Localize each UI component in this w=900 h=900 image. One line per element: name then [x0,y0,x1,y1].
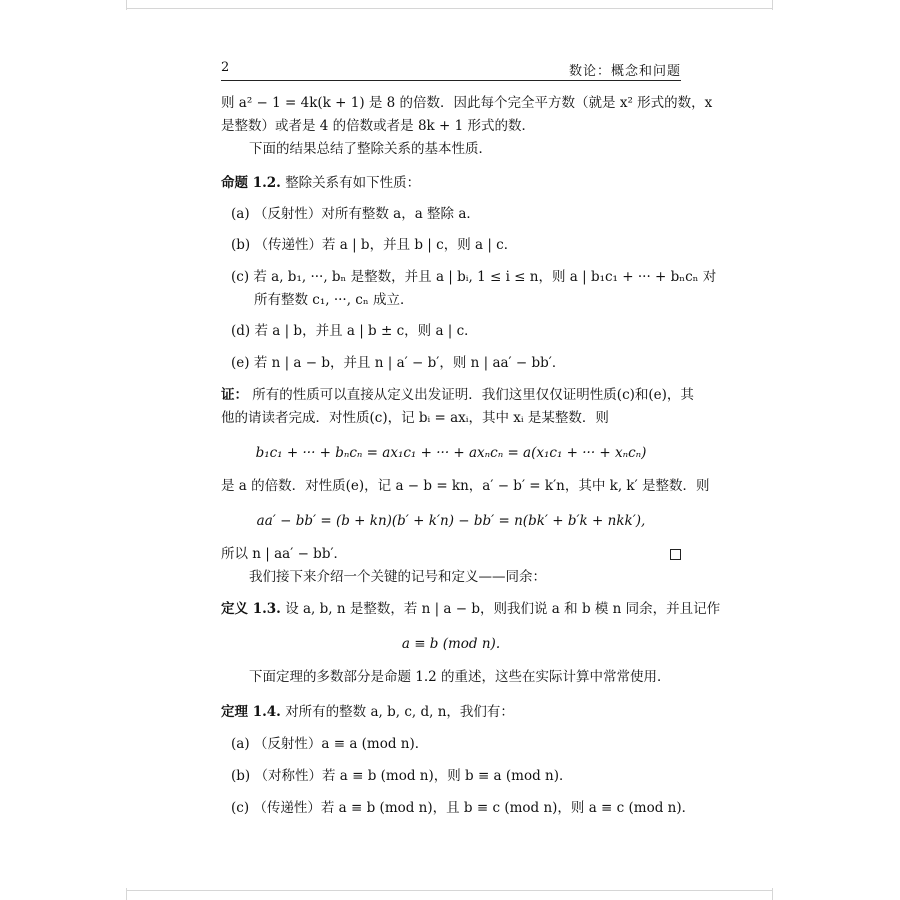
paragraph-line: 则 a² − 1 = 4k(k + 1) 是 8 的倍数．因此每个完全平方数（就是 x² 形式的数，x [221,95,713,111]
left-border-bottom [126,888,127,900]
theorem-heading [221,701,514,724]
right-border-bottom [772,888,773,900]
qed-box-icon [670,549,681,560]
paragraph-line: 下面的结果总结了整除关系的基本性质． [249,141,492,157]
definition-label: 定义 1.3. [221,601,281,617]
definition-line [221,598,720,621]
theorem-label: 定理 1.4. [221,704,281,720]
proposition-label: 命题 1.2. [221,175,281,191]
theorem-text: 对所有的整数 a, b, c, d, n，我们有： [285,704,514,720]
display-equation: b₁c₁ + ··· + bₙcₙ = ax₁c₁ + ··· + axₙcₙ = a(x₁c₁ + ··· + xₙcₙ) [255,445,647,461]
running-header [221,58,681,81]
page-number: 2 [221,60,230,75]
proposition-item: (b) （传递性）若 a | b，并且 b | c，则 a | c． [231,237,518,253]
proof-line: 他的请读者完成．对性质(c)，记 bᵢ = axᵢ，其中 xᵢ 是某整数．则 [221,410,609,426]
definition-text: 设 a, b, n 是整数，若 n | a − b，则我们说 a 和 b 模 n 同余，并且记作 [285,601,721,617]
paragraph-line: 是整数）或者是 4 的倍数或者是 8k + 1 形式的数． [221,118,536,134]
left-border [126,0,127,10]
proposition-item: (e) 若 n | a − b，并且 n | a′ − b′，则 n | aa′ − bb′． [231,355,566,371]
proposition-item: (a) （反射性）对所有整数 a，a 整除 a． [231,206,480,222]
paragraph-line: 下面定理的多数部分是命题 1.2 的重述，这些在实际计算中常常使用． [249,669,671,685]
proposition-item: (d) 若 a | b，并且 a | b ± c，则 a | c． [231,323,478,339]
right-border [772,0,773,10]
bottom-border [126,890,772,891]
proof-label: 证： [221,387,248,403]
running-title: 数论：概念和问题 [568,64,681,79]
theorem-item: (c) （传递性）若 a ≡ b (mod n)，且 b ≡ c (mod n)，则 a ≡ c (mod n)． [231,800,696,816]
display-equation: a ≡ b (mod n). [401,636,501,652]
proposition-item: (c) 若 a, b₁, ···, bₙ 是整数，并且 a | bᵢ, 1 ≤ i ≤ n，则 a | b₁c₁ + ··· + bₙcₙ 对 [231,269,717,285]
proof-line: 是 a 的倍数．对性质(e)，记 a − b = kn，a′ − b′ = k′n，其中 k, k′ 是整数．则 [221,478,710,494]
proof-line [221,384,694,407]
theorem-item: (a) （反射性）a ≡ a (mod n)． [231,736,429,752]
proof-text: 所有的性质可以直接从定义出发证明．我们这里仅仅证明性质(c)和(e)，其 [252,387,694,403]
top-border [126,8,772,9]
proof-line: 所以 n | aa′ − bb′． [221,546,348,562]
proposition-heading [221,172,420,195]
paragraph-line: 我们接下来介绍一个关键的记号和定义——同余： [249,569,546,585]
display-equation: aa′ − bb′ = (b + kn)(b′ + k′n) − bb′ = n(bk′ + b′k + nkk′), [256,513,646,529]
proposition-item-continued: 所有整数 c₁, ···, cₙ 成立． [254,292,414,308]
proposition-text: 整除关系有如下性质： [285,175,421,191]
theorem-item: (b) （对称性）若 a ≡ b (mod n)，则 b ≡ a (mod n)． [231,768,573,784]
